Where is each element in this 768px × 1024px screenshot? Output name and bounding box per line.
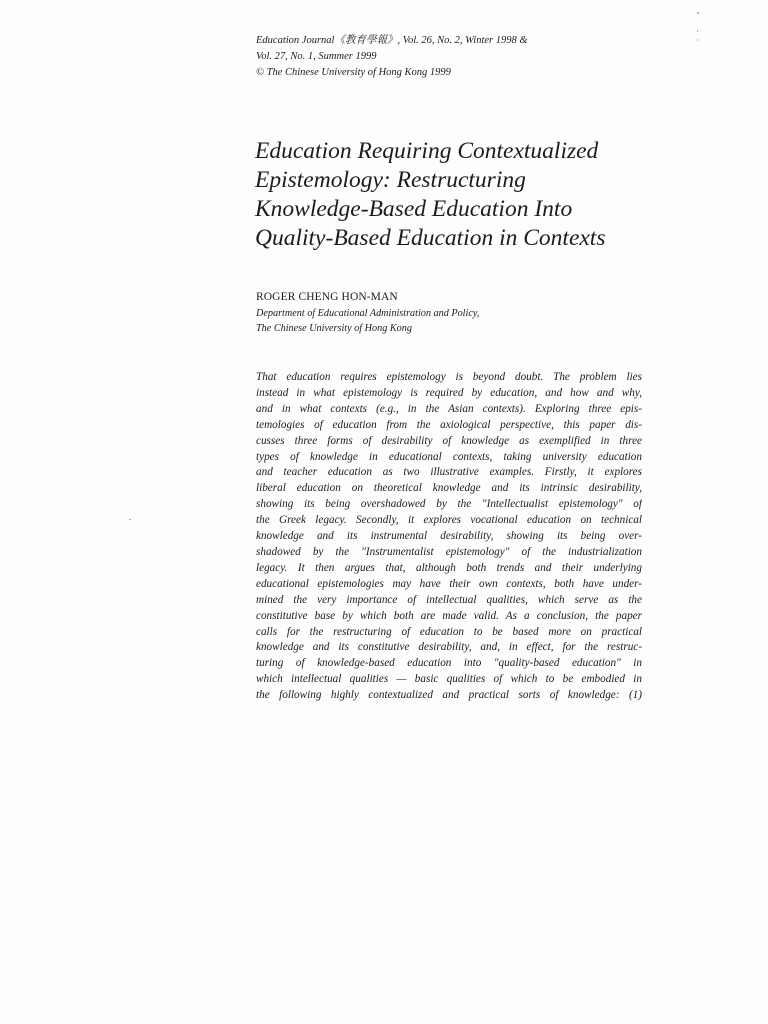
scan-speck <box>697 30 698 32</box>
article-title <box>255 137 725 253</box>
abstract-line: which intellectual qualities — basic qualities of which to be embodied in <box>256 673 642 686</box>
author-block <box>256 290 676 336</box>
abstract-line: educational epistemologies may have their own contexts, both have under- <box>256 577 642 590</box>
header-line: Vol. 27, No. 1, Summer 1999 <box>256 51 377 62</box>
scan-speck <box>697 12 699 14</box>
abstract-line: the Greek legacy. Secondly, it explores vocational education on technical <box>256 514 642 527</box>
abstract-line: That education requires epistemology is beyond doubt. The problem lies <box>256 371 642 383</box>
abstract-line: the following highly contextualized and practical sorts of knowledge: (1) <box>256 689 642 702</box>
abstract-line: instead in what epistemology is required by education, and how and why, <box>256 386 642 399</box>
abstract-line: legacy. It then argues that, although both trends and their underlying <box>256 561 642 574</box>
header-line: © The Chinese University of Hong Kong 1999 <box>256 67 451 78</box>
abstract-line: mined the very importance of intellectual qualities, which serve as the <box>256 593 642 606</box>
title-line: Quality-Based Education in Contexts <box>255 225 606 251</box>
abstract-line: and in what contexts (e.g., in the Asian contexts). Exploring three epis- <box>256 402 642 415</box>
title-line: Education Requiring Contextualized <box>255 138 599 164</box>
abstract-line: showing its being overshadowed by the "Intellectualist epistemology" of <box>256 498 642 511</box>
title-line: Knowledge-Based Education Into <box>255 196 573 222</box>
author-affiliation <box>256 306 676 336</box>
abstract-line: liberal education on theoretical knowledge and its intrinsic desirability, <box>256 482 642 495</box>
author-name: ROGER CHENG HON-MAN <box>256 291 398 303</box>
affiliation-line: The Chinese University of Hong Kong <box>256 323 412 334</box>
scan-speck <box>697 39 698 41</box>
abstract-line: cusses three forms of desirability of knowledge as exemplified in three <box>256 434 642 447</box>
abstract-line: shadowed by the "Instrumentalist epistemology" of the industrialization <box>256 545 642 558</box>
scan-speck <box>129 519 131 520</box>
title-line: Epistemology: Restructuring <box>255 167 526 193</box>
abstract-line: constitutive base by which both are made valid. As a conclusion, the paper <box>256 609 642 622</box>
abstract-line: temologies of education from the axiological perspective, this paper dis- <box>256 418 642 431</box>
abstract <box>256 370 642 704</box>
abstract-line: turing of knowledge-based education into "quality-based education" in <box>256 657 642 670</box>
abstract-line: knowledge and its instrumental desirability, showing its being over- <box>256 530 642 543</box>
abstract-line: calls for the restructuring of education to be based more on practical <box>256 625 642 638</box>
header-line: Education Journal《教育學報》, Vol. 26, No. 2, Winter 1998 & <box>256 35 528 46</box>
abstract-line: types of knowledge in educational contexts, taking university education <box>256 450 642 463</box>
abstract-line: knowledge and its constitutive desirability, and, in effect, for the restruc- <box>256 641 642 654</box>
journal-citation-header <box>256 33 696 81</box>
abstract-line: and teacher education as two illustrative examples. Firstly, it explores <box>256 466 642 479</box>
affiliation-line: Department of Educational Administration and Policy, <box>256 308 480 319</box>
